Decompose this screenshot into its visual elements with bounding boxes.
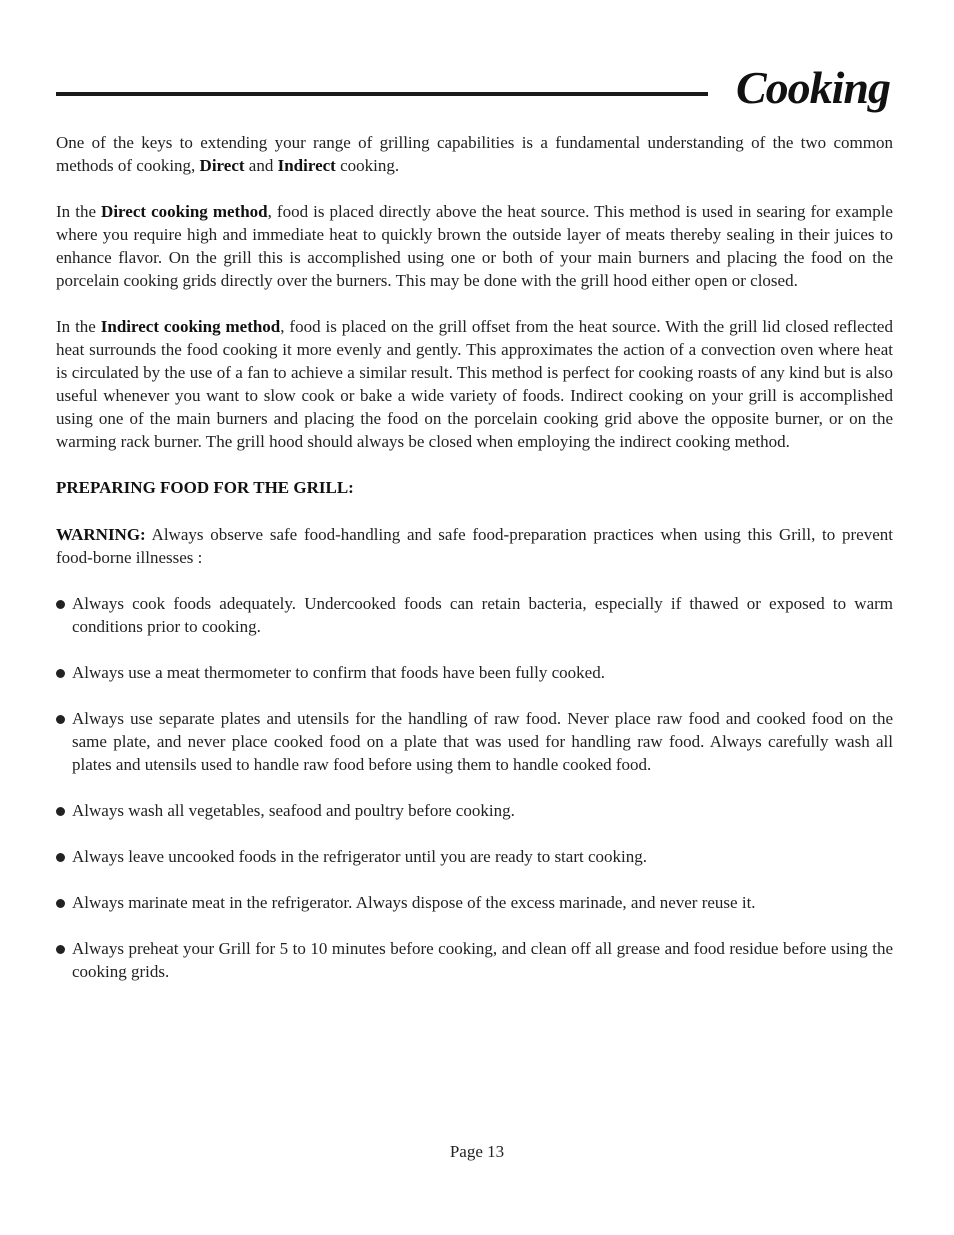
indirect-method-paragraph: In the Indirect cooking method, food is placed on the grill offset from the heat source. With the grill lid closed reflected heat surrounds the food cooking it more evenly and gently. This approximates the action of a convection oven where heat is circulated by the use of a fan to achieve a similar result. This method is perfect for cooking roasts of any kind but is also useful whenever you want to slow cook or bake a wide variety of foods. Indirect cooking on your grill is accomplished using one of the main burners and placing the food on the porcelain cooking grid above the opposite burner, or on the warming rack burner. The grill hood should always be closed when employing the indirect cooking method.: [56, 317, 893, 451]
list-item: Always preheat your Grill for 5 to 10 minutes before cooking, and clean off all grease and food residue before using the cooking grids.: [56, 937, 893, 983]
bullet-icon: [56, 600, 65, 609]
bullet-icon: [56, 715, 65, 724]
safety-list: [56, 592, 893, 983]
bullet-icon: [56, 899, 65, 908]
list-item: Always wash all vegetables, seafood and poultry before cooking.: [56, 799, 893, 822]
list-item: Always marinate meat in the refrigerator. Always dispose of the excess marinade, and never reuse it.: [56, 891, 893, 914]
indirect-method-term: Indirect cooking method: [100, 317, 281, 336]
page-title: Cooking: [735, 62, 890, 113]
direct-term: Direct: [199, 156, 245, 175]
page-number: Page 13: [449, 1142, 505, 1161]
direct-method-paragraph: In the Direct cooking method, food is placed directly above the heat source. This method is used in searing for example where you require high and immediate heat to quickly brown the outside layer of meats thereby sealing in their juices to enhance flavor. On the grill this is accomplished using one or both of your main burners and placing the food on the porcelain cooking grids directly over the burners. This may be done with the grill hood either open or closed.: [56, 202, 893, 290]
preparing-heading: PREPARING FOOD FOR THE GRILL:: [56, 478, 354, 497]
indirect-term: Indirect: [277, 156, 336, 175]
bullet-icon: [56, 853, 65, 862]
list-item: Always use a meat thermometer to confirm that foods have been fully cooked.: [56, 661, 893, 684]
page-header: [56, 62, 894, 112]
warning-label: WARNING:: [56, 525, 146, 544]
list-item: Always cook foods adequately. Undercooked foods can retain bacteria, especially if thawed or exposed to warm conditions prior to cooking.: [56, 592, 893, 638]
warning-paragraph: WARNING: Always observe safe food-handling and safe food-preparation practices when using this Grill, to prevent food-borne illnesses :: [56, 525, 893, 567]
intro-paragraph: One of the keys to extending your range of grilling capabilities is a fundamental understanding of the two common methods of cooking, Direct and Indirect cooking.: [56, 133, 893, 175]
direct-method-term: Direct cooking method: [101, 202, 268, 221]
list-item: Always leave uncooked foods in the refrigerator until you are ready to start cooking.: [56, 845, 893, 868]
header-rule: [56, 92, 708, 96]
bullet-icon: [56, 945, 65, 954]
list-item: Always use separate plates and utensils for the handling of raw food. Never place raw food and cooked food on the same plate, and never place cooked food on a plate that was used for handling raw food. Always carefully wash all plates and utensils used to handle raw food before using them to handle cooked food.: [56, 707, 893, 776]
page-content: [56, 131, 893, 1006]
bullet-icon: [56, 669, 65, 678]
bullet-icon: [56, 807, 65, 816]
